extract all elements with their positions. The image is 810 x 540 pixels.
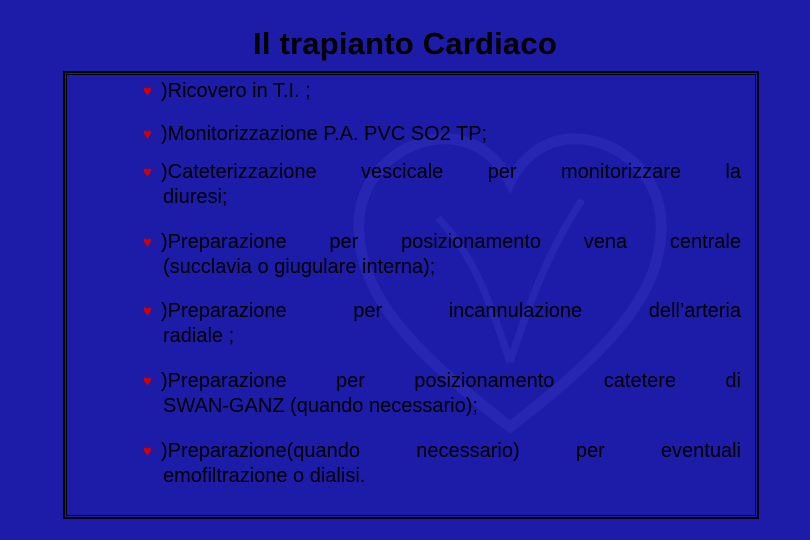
heart-icon: ♥	[143, 126, 152, 143]
list-item-monitorizzazione	[143, 122, 741, 147]
heart-icon: ♥	[143, 443, 152, 460]
heart-icon: ♥	[143, 373, 152, 390]
list-item-continuation: diuresi;	[163, 186, 228, 208]
list-item-continuation: (succlavia o giugulare interna);	[163, 256, 436, 278]
list-item-text: )Preparazione(quando necessario) per eventuali	[161, 440, 741, 462]
list-item-text: )Preparazione per posizionamento vena centrale	[161, 231, 741, 253]
list-item-text: )Monitorizzazione P.A. PVC SO2 TP;	[161, 123, 488, 145]
list-item-swan-ganz	[143, 369, 741, 418]
heart-icon: ♥	[143, 83, 152, 100]
list-item-continuation: emofiltrazione o dialisi.	[163, 465, 366, 487]
slide-title: Il trapianto Cardiaco	[253, 26, 557, 61]
heart-icon: ♥	[143, 303, 152, 320]
list-item-text: )Preparazione per incannulazione dell’arteria	[161, 300, 741, 322]
list-item-continuation: radiale ;	[163, 325, 235, 347]
list-item-vena-centrale	[143, 230, 741, 279]
heart-icon: ♥	[143, 164, 152, 181]
list-item-text: )Preparazione per posizionamento catetere di	[161, 370, 741, 392]
list-item-text: )Cateterizzazione vescicale per monitorizzare la	[161, 161, 741, 183]
list-item-continuation: SWAN-GANZ (quando necessario);	[163, 395, 478, 417]
list-item-arteria-radiale	[143, 299, 741, 348]
list-item-emofiltrazione	[143, 439, 741, 488]
list-item-text: )Ricovero in T.I. ;	[161, 80, 311, 102]
heart-icon: ♥	[143, 234, 152, 251]
list-item-cateterizzazione	[143, 160, 741, 209]
list-item-ricovero	[143, 79, 741, 104]
